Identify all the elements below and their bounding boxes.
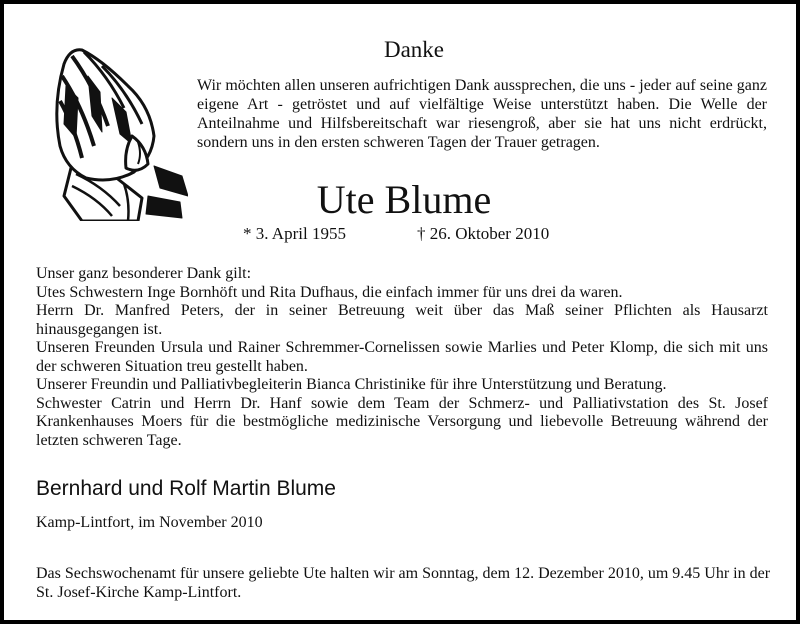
thanks-list bbox=[36, 265, 768, 450]
memorial-service-note: Das Sechswochenamt für unsere geliebte Ute halten wir am Sonntag, dem 12. Dezember 2010, um 9.45 Uhr in der St. Josef-Kirche Kamp-Lintfort. bbox=[36, 565, 771, 601]
place-date: Kamp-Lintfort, im November 2010 bbox=[36, 514, 263, 531]
thanks-item: Schwester Catrin und Herrn Dr. Hanf sowie dem Team der Schmerz- und Palliativstation des St. Josef Krankenhauses Moers für die bestmögliche medizinische Versorgung und liebevolle Betreuung während der letzten schweren Tage. bbox=[36, 394, 768, 449]
thanks-item: Unserer Freundin und Palliativbegleiterin Bianca Christinike für ihre Unterstützung und Beratung. bbox=[36, 376, 667, 393]
thanks-item: Utes Schwestern Inge Bornhöft und Rita Dufhaus, die einfach immer für uns drei da waren. bbox=[36, 283, 623, 301]
thanks-item: Herrn Dr. Manfred Peters, der in seiner Betreuung weit über das Maß seiner Pflichten als Hausarzt hinausgegangen ist. bbox=[36, 302, 768, 338]
intro-paragraph: Wir möchten allen unseren aufrichtigen Dank aussprechen, die uns - jeder auf seine ganz eigene Art - getröstet und auf vielfältige Weise unterstützt haben. Die Welle der Anteilnahme und Hilfsbereitschaft war riesengroß, aber sie hat uns nicht erdrückt, sondern uns in den ersten schweren Tagen der Trauer getragen. bbox=[197, 77, 767, 151]
birth-date: * 3. April 1955 bbox=[243, 224, 346, 243]
thanks-item: Unseren Freunden Ursula und Rainer Schremmer-Cornelissen sowie Marlies und Peter Klomp, die sich mit uns der schweren Situation treu gestellt haben. bbox=[36, 339, 768, 375]
thanks-intro: Unser ganz besonderer Dank gilt: bbox=[36, 265, 252, 282]
deceased-name: Ute Blume bbox=[316, 177, 492, 222]
signers: Bernhard und Rolf Martin Blume bbox=[36, 477, 336, 500]
death-date: † 26. Oktober 2010 bbox=[417, 224, 550, 243]
page-title: Danke bbox=[383, 37, 445, 62]
praying-hands-icon bbox=[42, 46, 188, 221]
